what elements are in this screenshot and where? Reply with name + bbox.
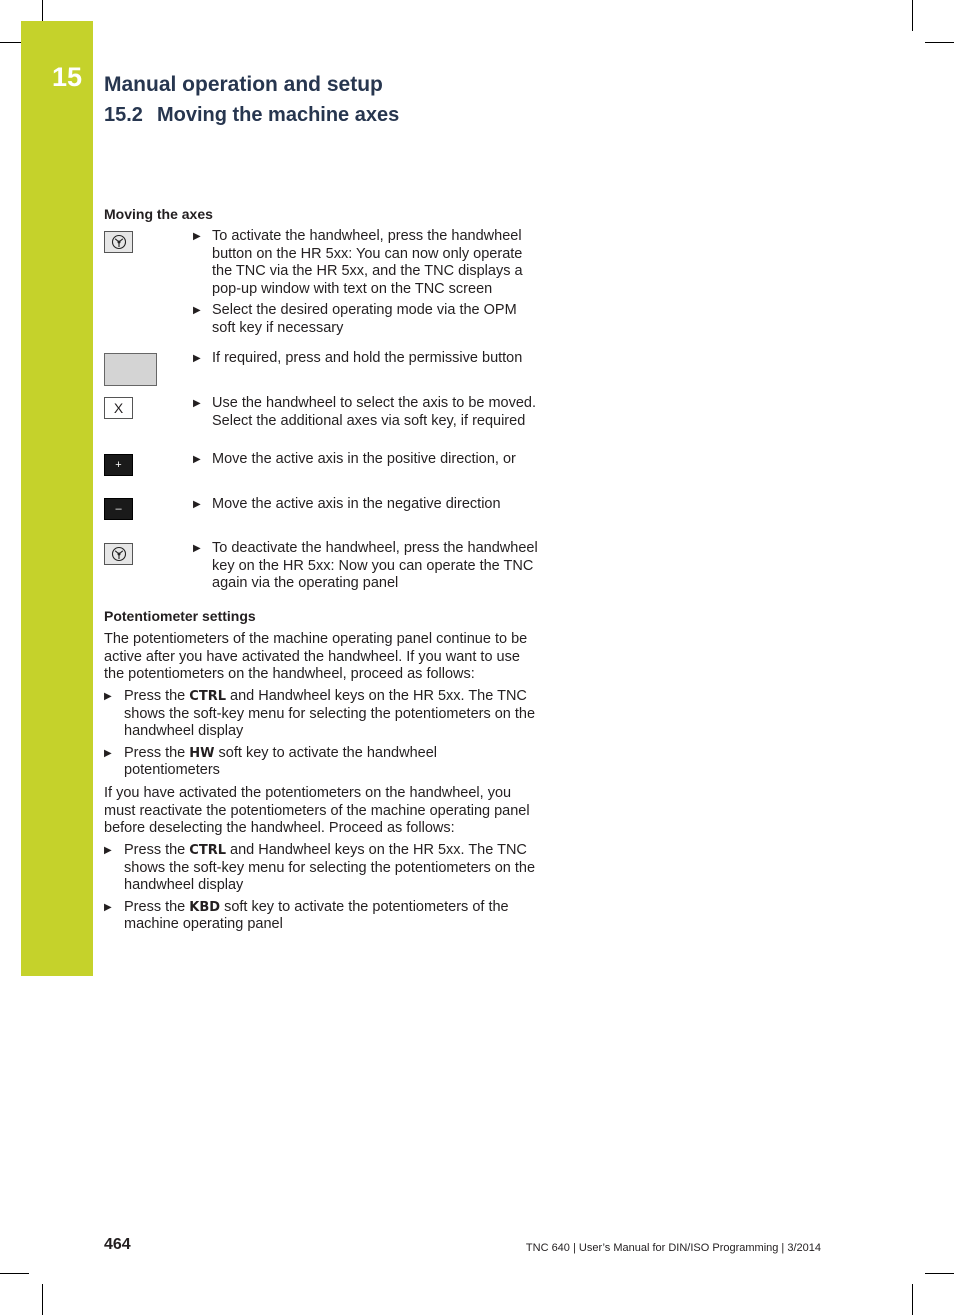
crop-mark <box>0 1273 29 1274</box>
arrow-icon: ▶ <box>193 398 201 409</box>
list-item: ▶ Press the CTRL and Handwheel keys on the HR 5xx. The TNC shows the soft-key menu for selecting the potentiometers on the handwheel display <box>104 688 536 740</box>
list-item: ▶ Press the KBD soft key to activate the potentiometers of the machine operating panel <box>104 898 509 933</box>
list-item: ▶ Press the HW soft key to activate the handwheel potentiometers <box>104 744 437 779</box>
step-deactivate-handwheel <box>193 540 538 597</box>
moving-axes-heading: Moving the axes <box>104 206 213 222</box>
arrow-icon: ▶ <box>104 901 112 913</box>
arrow-icon: ▶ <box>104 691 112 702</box>
ctrl-key-label: CTRL <box>189 689 226 704</box>
crop-mark <box>925 42 954 43</box>
crop-mark <box>42 0 43 21</box>
permissive-key[interactable] <box>104 353 157 386</box>
potentiometer-list-1 <box>104 688 536 784</box>
plus-key[interactable]: + <box>104 454 133 476</box>
chapter-title: Manual operation and setup <box>104 73 383 96</box>
step-permissive <box>193 350 538 372</box>
hw-softkey-label: HW <box>189 745 215 761</box>
step-positive <box>193 451 538 473</box>
potentiometer-list-2 <box>104 842 536 938</box>
chapter-sidebar <box>21 21 93 976</box>
handwheel-key[interactable] <box>104 231 133 253</box>
arrow-icon: ▶ <box>193 231 201 242</box>
ctrl-key-label: CTRL <box>189 843 226 858</box>
arrow-icon: ▶ <box>104 845 112 856</box>
chapter-number: 15 <box>52 62 83 92</box>
potentiometer-middle: If you have activated the potentiometers on the handwheel, you must reactivate the potentiometers of the machine operating panel before deselecting the handwheel. Proceed as follows: <box>104 785 530 837</box>
step-item: ▶ Move the active axis in the negative direction <box>193 496 501 512</box>
section-title-text: Moving the machine axes <box>156 104 400 126</box>
minus-key[interactable]: – <box>104 498 133 520</box>
arrow-icon: ▶ <box>193 454 201 465</box>
page-number: 464 <box>104 1236 131 1253</box>
kbd-softkey-label: KBD <box>189 899 221 915</box>
step-negative <box>193 496 538 518</box>
step-activate-handwheel <box>193 228 538 342</box>
handwheel-icon <box>111 234 127 250</box>
crop-mark <box>912 0 913 31</box>
potentiometer-heading: Potentiometer settings <box>104 608 256 624</box>
step-item: ▶ Move the active axis in the positive direction, or <box>193 451 516 467</box>
arrow-icon: ▶ <box>193 499 201 510</box>
crop-mark <box>925 1273 954 1274</box>
step-item: ▶ Use the handwheel to select the axis to be moved. Select the additional axes via soft key, if required <box>193 395 537 429</box>
crop-mark <box>42 1284 43 1315</box>
crop-mark <box>912 1284 913 1315</box>
arrow-icon: ▶ <box>104 747 112 759</box>
handwheel-icon <box>111 546 127 562</box>
step-item: ▶ To deactivate the handwheel, press the handwheel key on the HR 5xx: Now you can operate the TNC again via the operating panel <box>193 540 538 592</box>
arrow-icon: ▶ <box>193 543 201 554</box>
section-title <box>104 104 399 127</box>
section-number: 15.2 <box>104 104 143 126</box>
step-select-axis <box>193 395 538 434</box>
potentiometer-intro: The potentiometers of the machine operating panel continue to be active after you have activated the handwheel. If you want to use the potentiometers on the handwheel, proceed as follows: <box>104 631 528 683</box>
step-item: ▶ To activate the handwheel, press the handwheel button on the HR 5xx: You can now only operate the TNC via the HR 5xx, and the TNC displays a pop-up window with text on the TNC screen <box>193 228 523 297</box>
footer-text: TNC 640 | User’s Manual for DIN/ISO Programming | 3/2014 <box>525 1242 821 1254</box>
handwheel-key[interactable] <box>104 543 133 565</box>
list-item: ▶ Press the CTRL and Handwheel keys on the HR 5xx. The TNC shows the soft-key menu for selecting the potentiometers on the handwheel display <box>104 842 536 894</box>
arrow-icon: ▶ <box>193 305 201 317</box>
x-axis-key[interactable]: X <box>104 397 133 419</box>
crop-mark <box>0 42 21 43</box>
step-item: ▶ Select the desired operating mode via the OPM soft key if necessary <box>193 302 517 336</box>
arrow-icon: ▶ <box>193 353 201 364</box>
step-item: ▶ If required, press and hold the permissive button <box>193 350 523 366</box>
